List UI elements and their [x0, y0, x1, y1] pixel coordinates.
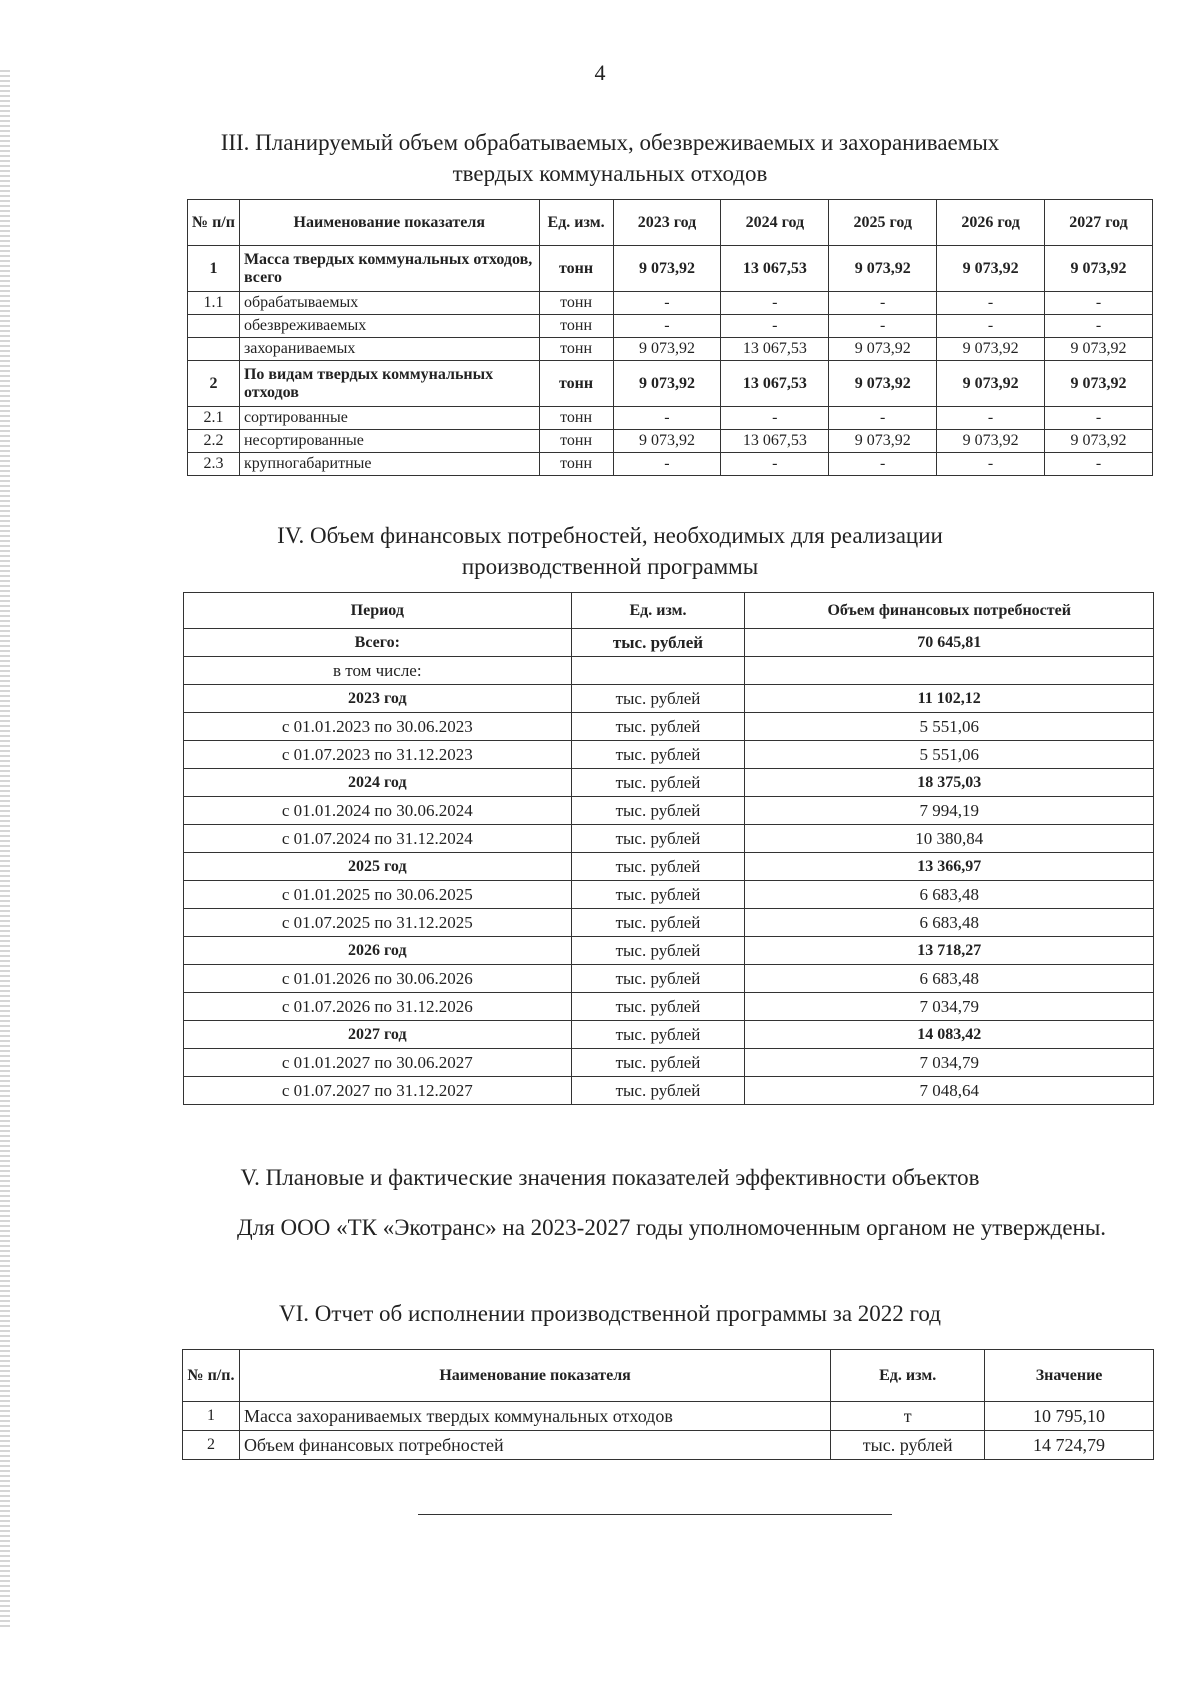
table-row [188, 292, 1153, 315]
row-value: - [1045, 315, 1153, 338]
row-period: 2023 год [184, 685, 572, 713]
row-value: 7 034,79 [745, 1049, 1154, 1077]
row-value: 5 551,06 [745, 741, 1154, 769]
row-unit: тыс. рублей [571, 853, 745, 881]
waste-volume-table [187, 199, 1153, 476]
table-row [184, 993, 1154, 1021]
table-row [184, 629, 1154, 657]
row-unit: тонн [539, 430, 613, 453]
table-row [184, 741, 1154, 769]
row-no: 1 [183, 1402, 240, 1431]
row-value [745, 657, 1154, 685]
row-period: с 01.07.2024 по 31.12.2024 [184, 825, 572, 853]
row-value: 14 724,79 [985, 1431, 1154, 1460]
row-value: 9 073,92 [829, 246, 937, 292]
row-period: в том числе: [184, 657, 572, 685]
row-unit: тыс. рублей [571, 685, 745, 713]
row-value: - [937, 315, 1045, 338]
col-header-2024: 2024 год [721, 200, 829, 246]
row-period: с 01.07.2027 по 31.12.2027 [184, 1077, 572, 1105]
section4-title-line1: IV. Объем финансовых потребностей, необходимых для реализации [277, 523, 943, 548]
row-value: 13 067,53 [721, 361, 829, 407]
row-value: 6 683,48 [745, 881, 1154, 909]
table-row [184, 657, 1154, 685]
col-header-unit: Ед. изм. [831, 1350, 985, 1402]
row-period: Всего: [184, 629, 572, 657]
row-no: 2 [183, 1431, 240, 1460]
row-value: - [829, 292, 937, 315]
row-value: - [1045, 292, 1153, 315]
row-unit: тыс. рублей [571, 797, 745, 825]
row-value: 7 034,79 [745, 993, 1154, 1021]
row-value: 13 067,53 [721, 246, 829, 292]
row-value: - [937, 292, 1045, 315]
row-value: 70 645,81 [745, 629, 1154, 657]
row-no [188, 338, 240, 361]
row-name: несортированные [239, 430, 539, 453]
table-row [184, 853, 1154, 881]
row-period: 2027 год [184, 1021, 572, 1049]
row-value: 9 073,92 [613, 246, 721, 292]
row-value: 7 048,64 [745, 1077, 1154, 1105]
col-header-unit: Ед. изм. [571, 593, 745, 629]
table-row [188, 338, 1153, 361]
row-value: - [613, 407, 721, 430]
row-value: 9 073,92 [937, 430, 1045, 453]
row-unit: тыс. рублей [571, 1077, 745, 1105]
row-unit: тыс. рублей [571, 1049, 745, 1077]
row-value: 9 073,92 [1045, 430, 1153, 453]
row-unit: тыс. рублей [571, 1021, 745, 1049]
row-value: 9 073,92 [613, 361, 721, 407]
row-name: сортированные [239, 407, 539, 430]
row-value: - [829, 407, 937, 430]
table-row [184, 797, 1154, 825]
table-row [188, 361, 1153, 407]
row-period: с 01.07.2025 по 31.12.2025 [184, 909, 572, 937]
table-row [188, 246, 1153, 292]
row-value: - [937, 453, 1045, 476]
row-value: 9 073,92 [937, 338, 1045, 361]
table-row [184, 965, 1154, 993]
program-report-table [182, 1349, 1154, 1460]
table-row [188, 430, 1153, 453]
table-row [184, 1021, 1154, 1049]
table-row [188, 407, 1153, 430]
row-unit: тыс. рублей [571, 965, 745, 993]
row-unit: тыс. рублей [571, 825, 745, 853]
row-period: 2024 год [184, 769, 572, 797]
row-name: Масса захораниваемых твердых коммунальных отходов [239, 1402, 830, 1431]
row-value: 9 073,92 [1045, 361, 1153, 407]
row-value: - [1045, 453, 1153, 476]
row-value: - [721, 292, 829, 315]
row-value: 9 073,92 [829, 361, 937, 407]
row-value: 13 067,53 [721, 430, 829, 453]
row-value: - [721, 453, 829, 476]
table-row [183, 1431, 1154, 1460]
row-name: Масса твердых коммунальных отходов, всего [239, 246, 539, 292]
row-value: - [829, 453, 937, 476]
scan-edge-artifact [0, 70, 10, 1630]
table-row [184, 769, 1154, 797]
row-unit: тыс. рублей [831, 1431, 985, 1460]
row-unit: тыс. рублей [571, 993, 745, 1021]
row-value: 7 994,19 [745, 797, 1154, 825]
row-value: 13 067,53 [721, 338, 829, 361]
col-header-2023: 2023 год [613, 200, 721, 246]
row-unit: тонн [539, 246, 613, 292]
col-header-name: Наименование показателя [239, 200, 539, 246]
row-name: обрабатываемых [239, 292, 539, 315]
row-no: 2.2 [188, 430, 240, 453]
row-unit: тонн [539, 407, 613, 430]
section6-title: VI. Отчет об исполнении производственной программы за 2022 год [279, 1301, 941, 1326]
row-name: захораниваемых [239, 338, 539, 361]
row-period: 2026 год [184, 937, 572, 965]
row-value: 9 073,92 [937, 246, 1045, 292]
section5-title: V. Плановые и фактические значения показателей эффективности объектов [240, 1165, 980, 1190]
row-value: - [1045, 407, 1153, 430]
section5-text: Для ООО «ТК «Экотранс» на 2023-2027 годы уполномоченным органом не утверждены. [237, 1215, 1107, 1240]
row-value: - [721, 407, 829, 430]
row-value: - [721, 315, 829, 338]
table-header-row [188, 200, 1153, 246]
row-name: Объем финансовых потребностей [239, 1431, 830, 1460]
col-header-period: Период [184, 593, 572, 629]
financial-needs-table [183, 592, 1154, 1105]
row-value: - [613, 453, 721, 476]
col-header-2025: 2025 год [829, 200, 937, 246]
table-row [184, 909, 1154, 937]
row-no: 1 [188, 246, 240, 292]
row-period: с 01.07.2023 по 31.12.2023 [184, 741, 572, 769]
row-no: 2 [188, 361, 240, 407]
page-number: 4 [594, 60, 606, 85]
row-value: 10 795,10 [985, 1402, 1154, 1431]
closing-rule [418, 1514, 892, 1515]
row-no: 2.1 [188, 407, 240, 430]
section4-title [180, 520, 1040, 582]
table-row [188, 453, 1153, 476]
col-header-2026: 2026 год [937, 200, 1045, 246]
table-header-row [183, 1350, 1154, 1402]
row-value: - [613, 292, 721, 315]
row-value: - [937, 407, 1045, 430]
table-row [184, 1077, 1154, 1105]
row-value: 9 073,92 [829, 430, 937, 453]
col-header-2027: 2027 год [1045, 200, 1153, 246]
row-period: с 01.01.2024 по 30.06.2024 [184, 797, 572, 825]
table-row [184, 825, 1154, 853]
row-period: 2025 год [184, 853, 572, 881]
row-value: 6 683,48 [745, 909, 1154, 937]
row-value: 13 366,97 [745, 853, 1154, 881]
row-value: 6 683,48 [745, 965, 1154, 993]
row-value: 13 718,27 [745, 937, 1154, 965]
col-header-value: Значение [985, 1350, 1154, 1402]
row-unit: тыс. рублей [571, 741, 745, 769]
row-value: 5 551,06 [745, 713, 1154, 741]
row-value: - [613, 315, 721, 338]
row-no: 2.3 [188, 453, 240, 476]
section3-title-line1: III. Планируемый объем обрабатываемых, обезвреживаемых и захораниваемых [220, 130, 1000, 155]
row-period: с 01.01.2027 по 30.06.2027 [184, 1049, 572, 1077]
row-unit: тонн [539, 361, 613, 407]
table-row [188, 315, 1153, 338]
row-unit: тыс. рублей [571, 713, 745, 741]
col-header-name: Наименование показателя [239, 1350, 830, 1402]
row-value: 9 073,92 [829, 338, 937, 361]
row-value: 14 083,42 [745, 1021, 1154, 1049]
row-period: с 01.01.2023 по 30.06.2023 [184, 713, 572, 741]
section3-title-line2: твердых коммунальных отходов [452, 161, 768, 186]
row-unit: тыс. рублей [571, 881, 745, 909]
row-no [188, 315, 240, 338]
row-unit: т [831, 1402, 985, 1431]
row-name: По видам твердых коммунальных отходов [239, 361, 539, 407]
table-header-row [184, 593, 1154, 629]
row-no: 1.1 [188, 292, 240, 315]
row-unit: тыс. рублей [571, 909, 745, 937]
row-value: 9 073,92 [937, 361, 1045, 407]
row-value: 11 102,12 [745, 685, 1154, 713]
table-row [184, 881, 1154, 909]
row-period: с 01.07.2026 по 31.12.2026 [184, 993, 572, 1021]
row-unit: тонн [539, 315, 613, 338]
row-period: с 01.01.2026 по 30.06.2026 [184, 965, 572, 993]
table-row [184, 685, 1154, 713]
row-unit: тыс. рублей [571, 937, 745, 965]
col-header-no: № п/п. [183, 1350, 240, 1402]
col-header-volume: Объем финансовых потребностей [745, 593, 1154, 629]
row-value: - [829, 315, 937, 338]
row-unit: тыс. рублей [571, 769, 745, 797]
row-unit: тыс. рублей [571, 629, 745, 657]
section3-title [180, 127, 1040, 189]
row-unit: тонн [539, 453, 613, 476]
table-row [184, 937, 1154, 965]
section4-title-line2: производственной программы [461, 554, 759, 579]
row-unit: тонн [539, 338, 613, 361]
col-header-no: № п/п [188, 200, 240, 246]
row-value: 9 073,92 [613, 338, 721, 361]
row-value: 18 375,03 [745, 769, 1154, 797]
table-row [184, 713, 1154, 741]
row-value: 9 073,92 [1045, 246, 1153, 292]
row-name: крупногабаритные [239, 453, 539, 476]
table-row [184, 1049, 1154, 1077]
table-row [183, 1402, 1154, 1431]
row-value: 10 380,84 [745, 825, 1154, 853]
row-value: 9 073,92 [613, 430, 721, 453]
row-value: 9 073,92 [1045, 338, 1153, 361]
row-unit [571, 657, 745, 685]
row-period: с 01.01.2025 по 30.06.2025 [184, 881, 572, 909]
col-header-unit: Ед. изм. [539, 200, 613, 246]
row-unit: тонн [539, 292, 613, 315]
row-name: обезвреживаемых [239, 315, 539, 338]
